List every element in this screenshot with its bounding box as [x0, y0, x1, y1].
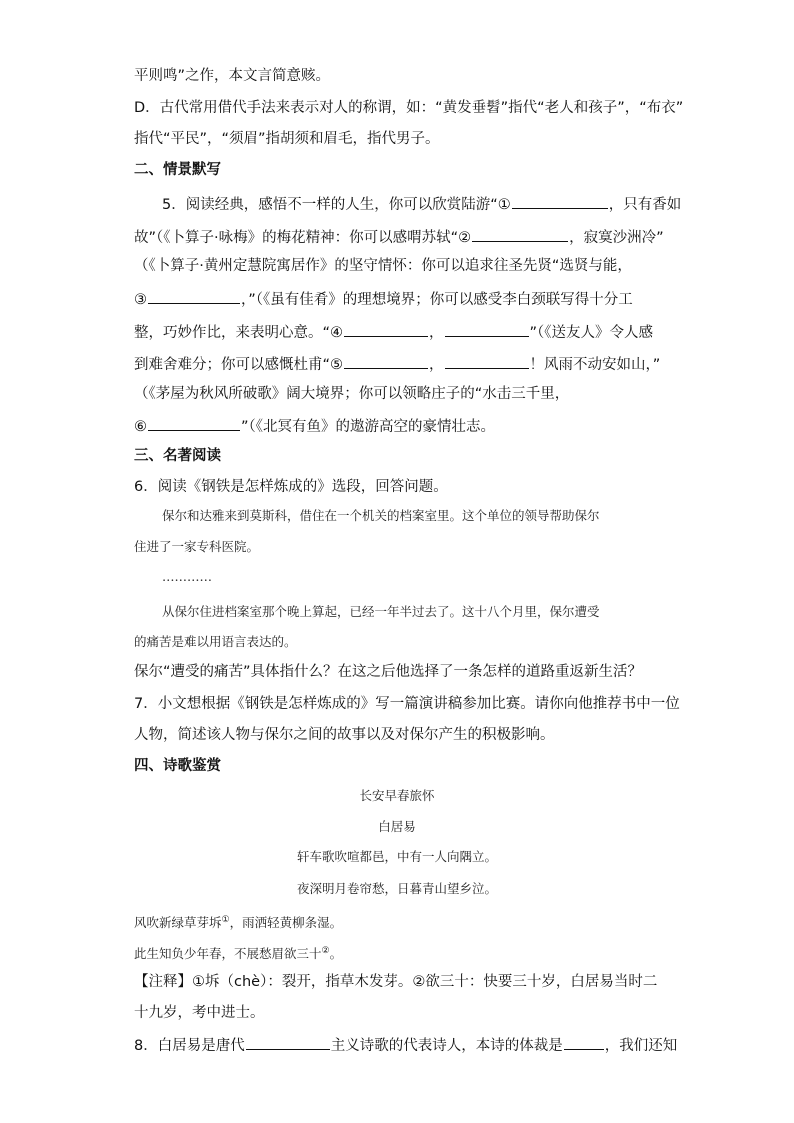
poem-line [134, 941, 342, 964]
poem-line: 夜深明月卷帘愁，日暮青山望乡泣。 [296, 881, 497, 896]
q5-text: 整，巧妙作比，来表明心意。“④ [134, 325, 344, 341]
q6-intro: 6．阅读《钢铁是怎样炼成的》选段，回答问题。 [134, 479, 448, 495]
poem-text: 此生知负少年春，不展愁眉欲三十 [134, 946, 322, 962]
excerpt-ellipsis: ………… [162, 569, 212, 584]
poem-text: ，雨洒轻黄柳条湿。 [229, 915, 343, 931]
q5-text: 5．阅读经典，感悟不一样的人生，你可以欣赏陆游“① [162, 197, 511, 213]
answer-blank-q8b[interactable] [564, 1034, 604, 1050]
excerpt-line: 从保尔住进档案室那个晚上算起，已经一年半过去了。这十八个月里，保尔遭受 [162, 604, 600, 619]
q5-text: ， [429, 357, 444, 373]
q5-line8 [134, 415, 664, 437]
q5-line5 [134, 321, 664, 343]
q7-line2: 人物，简述该人物与保尔之间的故事以及对保尔产生的积极影响。 [134, 727, 555, 743]
q5-text: ③ [134, 292, 147, 308]
q8-line [134, 1034, 678, 1056]
poem-text: 。 [329, 946, 343, 962]
q5-line2 [134, 226, 664, 248]
q5-line3: （《卜算子·黄州定慧院寓居作》的坚守情怀：你可以追求往圣先贤“选贤与能， [134, 258, 632, 274]
option-d-line1: D．古代常用借代手法来表示对人的称谓，如：“黄发垂髫”指代“老人和孩子”，“布衣” [134, 100, 684, 116]
footnote-marker: ① [221, 915, 230, 925]
excerpt-line: 保尔和达雅来到莫斯科，借住在一个机关的档案室里。这个单位的领导帮助保尔 [162, 508, 600, 523]
excerpt-line: 住进了一家专科医院。 [134, 539, 260, 554]
q5-text: ⑥ [134, 419, 147, 435]
q6-question: 保尔“遭受的痛苦”具体指什么？在这之后他选择了一条怎样的道路重返新生活？ [134, 664, 643, 680]
q5-line6 [134, 353, 664, 375]
poem-text: 风吹新绿草芽坼 [134, 915, 222, 931]
notes-line2: 十九岁，考中进士。 [134, 1005, 265, 1021]
q8-text: 8．白居易是唐代 [134, 1038, 245, 1054]
answer-blank-3[interactable] [148, 288, 240, 304]
answer-blank-1[interactable] [512, 193, 608, 209]
q5-line4 [134, 288, 664, 310]
section-title-4: 四、诗歌鉴赏 [134, 758, 221, 774]
q5-text: ！风雨不动安如山，” [529, 357, 661, 373]
q5-text: ，只有香如 [608, 197, 682, 213]
q5-text: ，”（《虽有佳肴》的理想境界；你可以感受李白颈联写得十分工 [241, 292, 633, 308]
answer-blank-5a[interactable] [344, 353, 428, 369]
answer-blank-4a[interactable] [344, 321, 428, 337]
q5-line7: （《茅屋为秋风所破歌》阔大境界；你可以领略庄子的“水击三千里， [134, 386, 570, 402]
q5-text: ”（《北冥有鱼》的遨游高空的豪情壮志。 [241, 419, 496, 435]
answer-blank-4b[interactable] [445, 321, 529, 337]
q8-text: ，我们还知 [604, 1038, 678, 1054]
notes-line1: 【注释】①坼（chè）：裂开，指草木发芽。②欲三十：快要三十岁，白居易当时二 [134, 974, 658, 990]
q4-tail-text: 平则鸣”之作，本文言简意赅。 [134, 68, 331, 84]
answer-blank-2[interactable] [472, 226, 568, 242]
q5-text: 故”（《卜算子·咏梅》的梅花精神：你可以感喟苏轼“② [134, 230, 472, 246]
answer-blank-q8a[interactable] [246, 1034, 330, 1050]
poem-line: 轩车歌吹喧都邑，中有一人向隅立。 [296, 849, 497, 864]
section-title-3: 三、名著阅读 [134, 448, 221, 464]
poem-author: 白居易 [378, 819, 416, 834]
q8-text: 主义诗歌的代表诗人，本诗的体裁是 [330, 1038, 563, 1054]
q5-text: 到难舍难分；你可以感慨杜甫“⑤ [134, 357, 344, 373]
q5-line1 [162, 193, 692, 215]
option-d-line2: 指代“平民”，“须眉”指胡须和眉毛，指代男子。 [134, 131, 440, 147]
q5-text: ”（《送友人》令人感 [529, 325, 654, 341]
section-title-2: 二、情景默写 [134, 162, 221, 178]
q5-text: ，寂寞沙洲冷” [569, 230, 664, 246]
q7-line1: 7．小文想根据《钢铁是怎样炼成的》写一篇演讲稿参加比赛。请你向他推荐书中一位 [134, 696, 680, 712]
excerpt-line: 的痛苦是难以用语言表达的。 [134, 634, 297, 649]
answer-blank-5b[interactable] [445, 353, 529, 369]
footnote-marker: ② [321, 946, 330, 956]
poem-line [134, 910, 342, 933]
q5-text: ， [429, 325, 444, 341]
poem-title: 长安早春旅怀 [359, 788, 435, 803]
answer-blank-6[interactable] [148, 415, 240, 431]
